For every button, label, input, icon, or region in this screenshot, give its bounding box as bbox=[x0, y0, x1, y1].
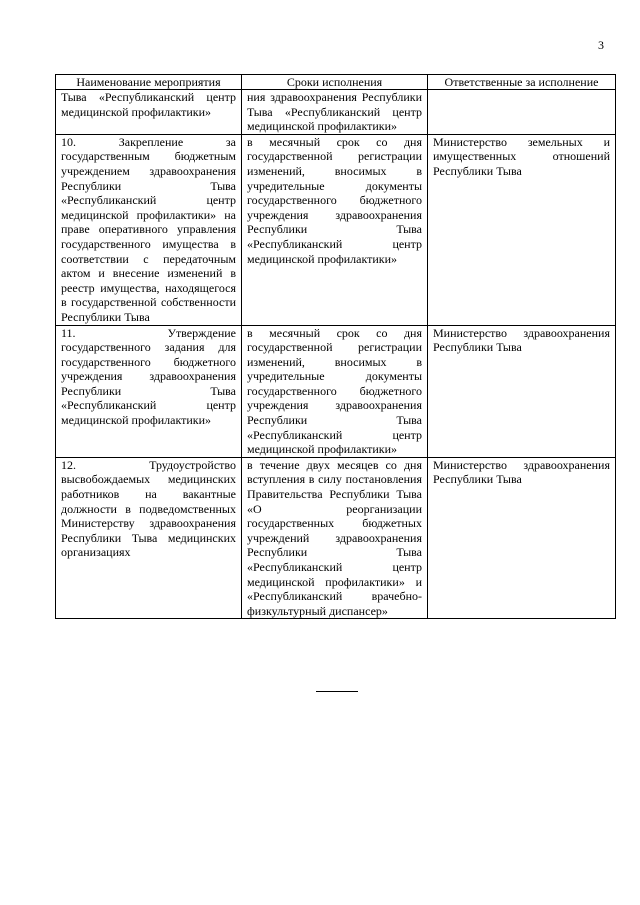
measure-cell: 12. Трудоустройство высвобождаемых медицинских работников на вакантные должности в подведомственных Министерству здравоохранения Республики Тыва медицинских организациях bbox=[56, 457, 242, 619]
responsible-cell bbox=[428, 90, 616, 135]
responsible-cell: Министерство здравоохранения Республики Тыва bbox=[428, 457, 616, 619]
table-row bbox=[56, 457, 616, 619]
measure-cell: Тыва «Республиканский центр медицинской профилактики» bbox=[56, 90, 242, 135]
column-header-responsible: Ответственные за исполнение bbox=[428, 75, 616, 90]
measures-table bbox=[55, 74, 616, 619]
measure-cell: 10. Закрепление за государственным бюджетным учреждением здравоохранения Республики Тыва «Республиканский центр медицинской профилактики» на праве оперативного управления государственного имущества в соответствии с передаточным актом и внесение изменений в реестр имущества, находящегося в государственной собственности Республики Тыва bbox=[56, 134, 242, 325]
table-row bbox=[56, 90, 616, 135]
table-header-row bbox=[56, 75, 616, 90]
responsible-cell: Министерство земельных и имущественных отношений Республики Тыва bbox=[428, 134, 616, 325]
deadline-cell: в течение двух месяцев со дня вступления в силу постановления Правительства Республики Тыва «О реорганизации государственных бюджетных учреждений здравоохранения Республики Тыва «Республиканский центр медицинской профилактики» и «Республиканский врачебно-физкультурный диспансер» bbox=[242, 457, 428, 619]
column-header-measure: Наименование мероприятия bbox=[56, 75, 242, 90]
measure-cell: 11. Утверждение государственного задания для государственного бюджетного учреждения здравоохранения Республики Тыва «Республиканский центр медицинской профилактики» bbox=[56, 325, 242, 457]
table-row bbox=[56, 134, 616, 325]
deadline-cell: в месячный срок со дня государственной регистрации изменений, вносимых в учредительные документы государственного бюджетного учреждения здравоохранения Республики Тыва «Республиканский центр медицинской профилактики» bbox=[242, 134, 428, 325]
end-divider bbox=[316, 691, 358, 692]
table-row bbox=[56, 325, 616, 457]
page-number: 3 bbox=[598, 38, 604, 52]
deadline-cell: в месячный срок со дня государственной регистрации изменений, вносимых в учредительные документы государственного бюджетного учреждения здравоохранения Республики Тыва «Республиканский центр медицинской профилактики» bbox=[242, 325, 428, 457]
column-header-deadline: Сроки исполнения bbox=[242, 75, 428, 90]
deadline-cell: ния здравоохранения Республики Тыва «Республиканский центр медицинской профилактики» bbox=[242, 90, 428, 135]
responsible-cell: Министерство здравоохранения Республики Тыва bbox=[428, 325, 616, 457]
